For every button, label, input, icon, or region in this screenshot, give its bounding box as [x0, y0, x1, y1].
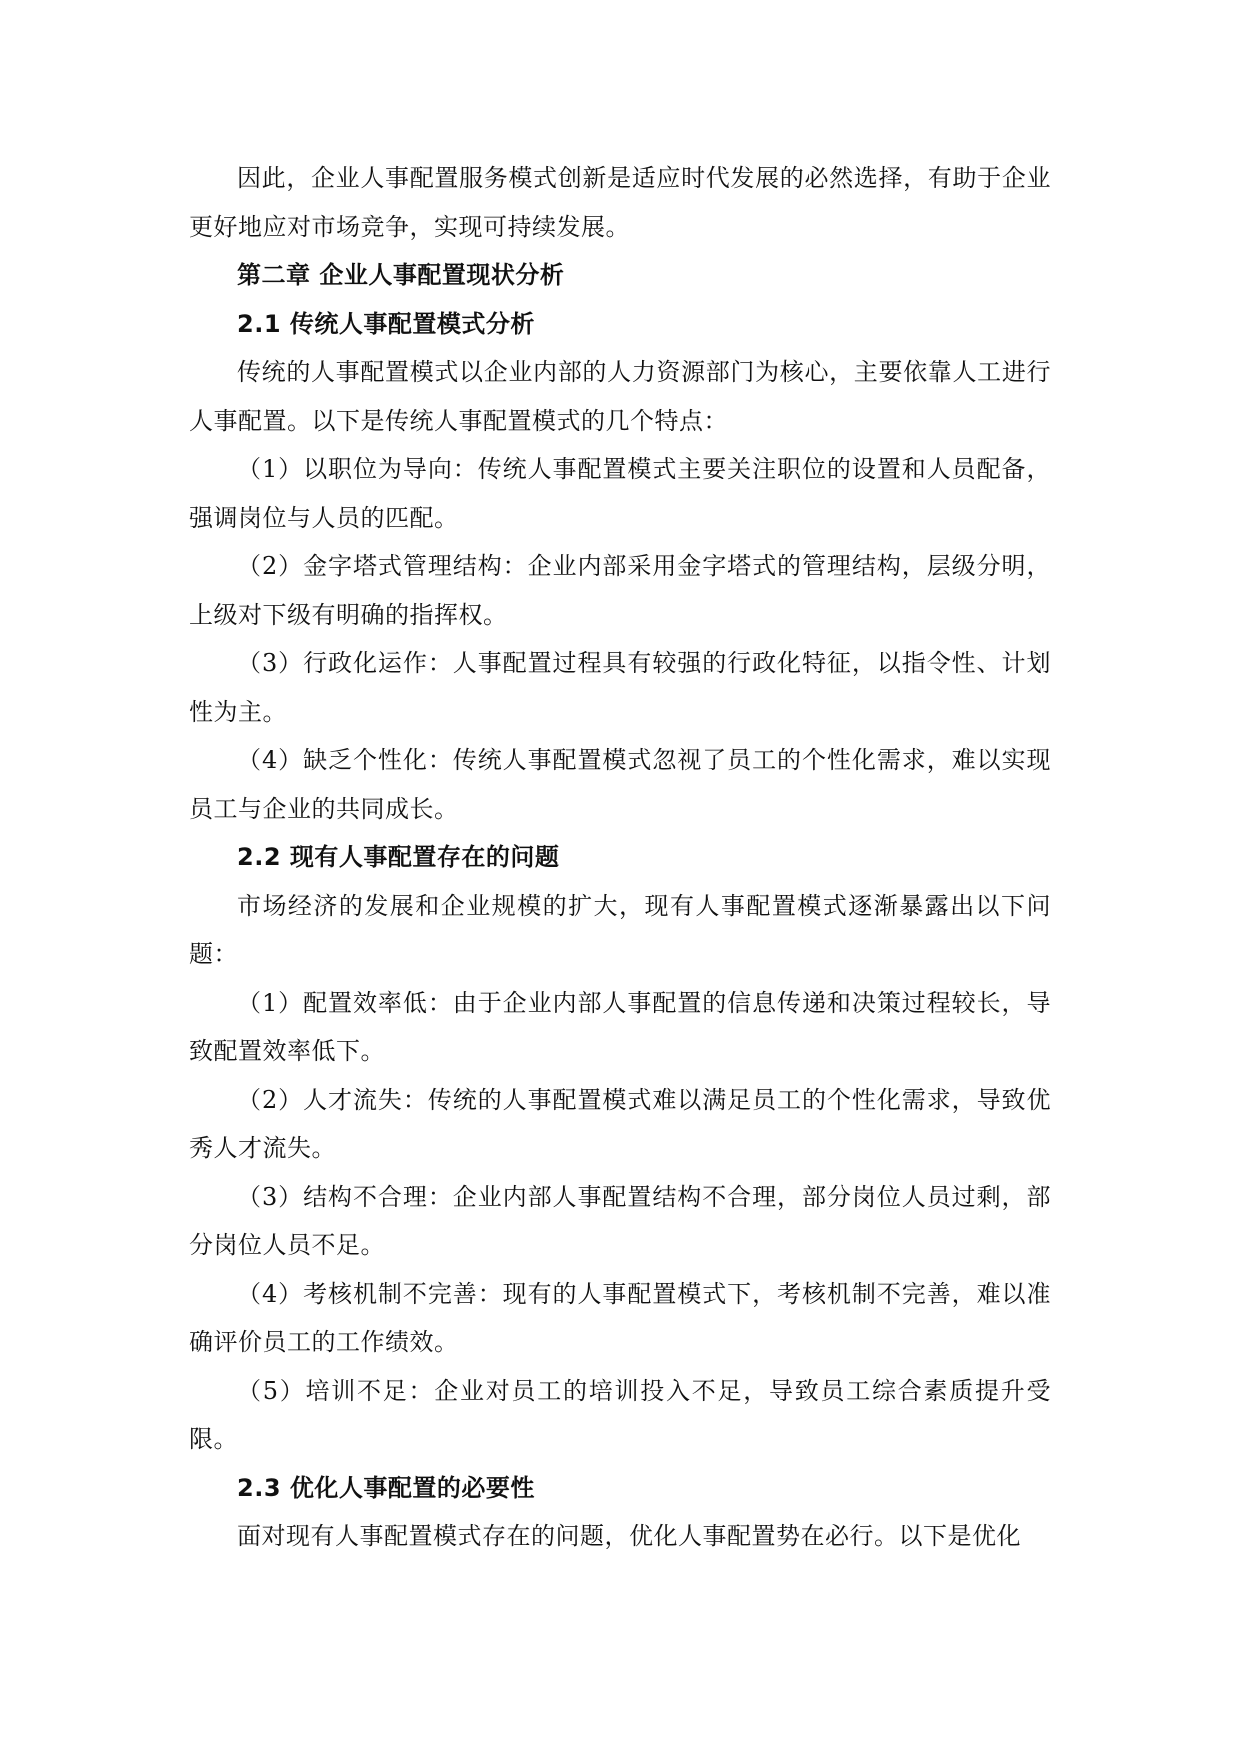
section-2-1-item-1: （1）以职位为导向：传统人事配置模式主要关注职位的设置和人员配备，强调岗位与人员的匹配。 [189, 455, 1051, 532]
document-body [189, 154, 1051, 1561]
section-2-1-intro: 传统的人事配置模式以企业内部的人力资源部门为核心，主要依靠人工进行人事配置。以下是传统人事配置模式的几个特点： [189, 358, 1051, 435]
section-2-3-intro: 面对现有人事配置模式存在的问题，优化人事配置势在必行。以下是优化 [237, 1522, 1021, 1550]
chapter-2-title: 第二章 企业人事配置现状分析 [237, 261, 565, 289]
section-2-3-title: 2.3 优化人事配置的必要性 [237, 1473, 535, 1502]
section-2-2-item-3: （3）结构不合理：企业内部人事配置结构不合理，部分岗位人员过剩，部分岗位人员不足。 [189, 1182, 1051, 1259]
section-2-1-item-3: （3）行政化运作：人事配置过程具有较强的行政化特征，以指令性、计划性为主。 [189, 649, 1051, 726]
section-2-2-item-1: （1）配置效率低：由于企业内部人事配置的信息传递和决策过程较长，导致配置效率低下。 [189, 988, 1051, 1065]
section-2-1-title: 2.1 传统人事配置模式分析 [237, 309, 535, 338]
section-2-1-item-2: （2）金字塔式管理结构：企业内部采用金字塔式的管理结构，层级分明，上级对下级有明确的指挥权。 [189, 552, 1051, 629]
section-2-2-item-4: （4）考核机制不完善：现有的人事配置模式下，考核机制不完善，难以准确评价员工的工作绩效。 [189, 1279, 1051, 1356]
section-2-2-title: 2.2 现有人事配置存在的问题 [237, 843, 560, 871]
section-2-1-item-4: （4）缺乏个性化：传统人事配置模式忽视了员工的个性化需求，难以实现员工与企业的共同成长。 [189, 746, 1051, 823]
intro-conclusion-paragraph: 因此，企业人事配置服务模式创新是适应时代发展的必然选择，有助于企业更好地应对市场竞争，实现可持续发展。 [189, 164, 1051, 241]
section-2-2-item-5: （5）培训不足：企业对员工的培训投入不足，导致员工综合素质提升受限。 [189, 1376, 1051, 1453]
section-2-2-intro: 市场经济的发展和企业规模的扩大，现有人事配置模式逐渐暴露出以下问题： [189, 891, 1051, 968]
section-2-2-item-2: （2）人才流失：传统的人事配置模式难以满足员工的个性化需求，导致优秀人才流失。 [189, 1085, 1051, 1162]
